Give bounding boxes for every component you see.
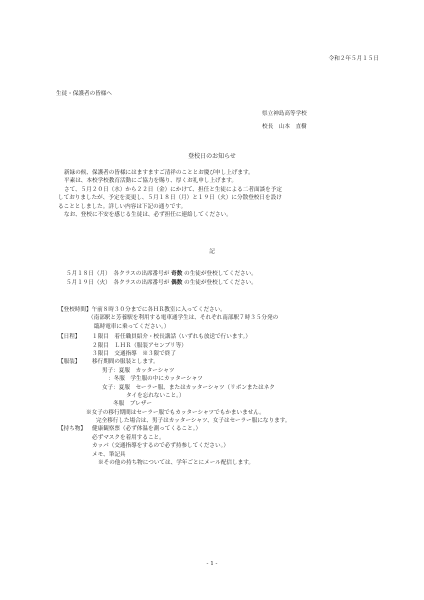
ki-marker: 記 (209, 249, 215, 255)
even-emphasis: 偶数 (171, 280, 183, 287)
dress-row: 【服装】 移行期間の服装とします。 (58, 359, 159, 366)
dress-note: 完全移行した場合は、男子はカッターシャツ、女子はセーラー服になります。 (96, 418, 291, 425)
dress-row: ：冬服 学生服の中にカッターシャツ (108, 376, 203, 383)
sched-row: ３限目 交通指導 ※３限で終了 (92, 350, 176, 357)
schedule-list (66, 270, 257, 288)
dress-row: 男子：夏服 カッターシャツ (102, 367, 175, 374)
items-row: カッパ（交通指導をするので必ず持参してください。） (92, 443, 229, 450)
dress-row: タイを忘れないこと。） (126, 392, 185, 399)
time-label: 【登校時間】 (58, 307, 92, 313)
sched-label: 【日程】 (58, 334, 81, 341)
details-section (58, 306, 290, 467)
body-text (58, 169, 282, 219)
body-line: しておりましたが、予定を変更し、５月１８日（月）と１９日（火）に分散登校日を設け (58, 195, 282, 202)
items-label: 【持ち物】 (58, 426, 86, 433)
dress-row: 女子：夏服 セーラー服、またはカッターシャツ（リボンまたはネク (102, 384, 275, 391)
schedule-row: ５月１８日（月） 各クラスの出席番号が 奇数 の生徒が登校してください。 (66, 271, 257, 277)
sched-row: ２限目 ＬＨＲ（服装アセンブリ等） (92, 342, 187, 349)
time-note: 臨時電車に乗ってください。） (94, 323, 170, 330)
dress-row: 冬服 ブレザー (113, 401, 152, 408)
school-name: 県立神島高等学校 (262, 111, 307, 117)
recipient-line: 生徒・保護者の皆様へ (56, 91, 112, 97)
dress-label: 【服装】 (58, 359, 81, 366)
principal-name: 校長 山本 直樹 (262, 124, 307, 130)
page-number: - 1 - (206, 561, 218, 567)
time-row: 【登校時間】午前８時３０分までに各ＨＲ教室に入ってください。 (58, 307, 226, 313)
items-row: 【持ち物】 健康観察票（必ず体温を測ってくること。） (58, 426, 202, 433)
body-line: 新緑の候、保護者の皆様にはますますご清祥のこととお慶び申し上げます。 (64, 170, 254, 176)
items-row: メモ、筆記具 (92, 451, 126, 458)
sched-row: 【日程】 １限目 着任職員紹介・校長講話（いずれも放送で行います。） (58, 334, 251, 341)
schedule-row: ５月１９日（火） 各クラスの出席番号が 偶数 の生徒が登校してください。 (66, 280, 257, 287)
odd-emphasis: 奇数 (171, 271, 183, 277)
body-line: なお、登校に不安を感じる生徒は、必ず担任に連絡してください。 (64, 211, 232, 218)
body-line: さて、５月２０日（水）から２２日（金）にかけて、担任と生徒による二者面談を予定 (64, 186, 282, 193)
time-note: （南部駅と芳養駅を利用する電車通学生は、それぞれ南部駅７時３５分発の (88, 315, 279, 322)
body-line: 平素は、本校学校教育活動にご協力を賜り、厚くお礼申し上げます。 (64, 178, 237, 185)
page-title: 登校日のお知らせ (188, 153, 236, 160)
items-note: ※その他の持ち物については、学年ごとにメール配信します。 (98, 460, 254, 467)
items-row: 必ずマスクを着用すること。 (92, 434, 165, 441)
dress-note: ※女子の移行期間はセーラー服でもカッターシャツでもかまいません。 (86, 409, 265, 416)
document-date: 令和２年５月１５日 (328, 56, 379, 62)
body-line: ることとしました。詳しい内容は下記の通りです。 (58, 203, 187, 210)
